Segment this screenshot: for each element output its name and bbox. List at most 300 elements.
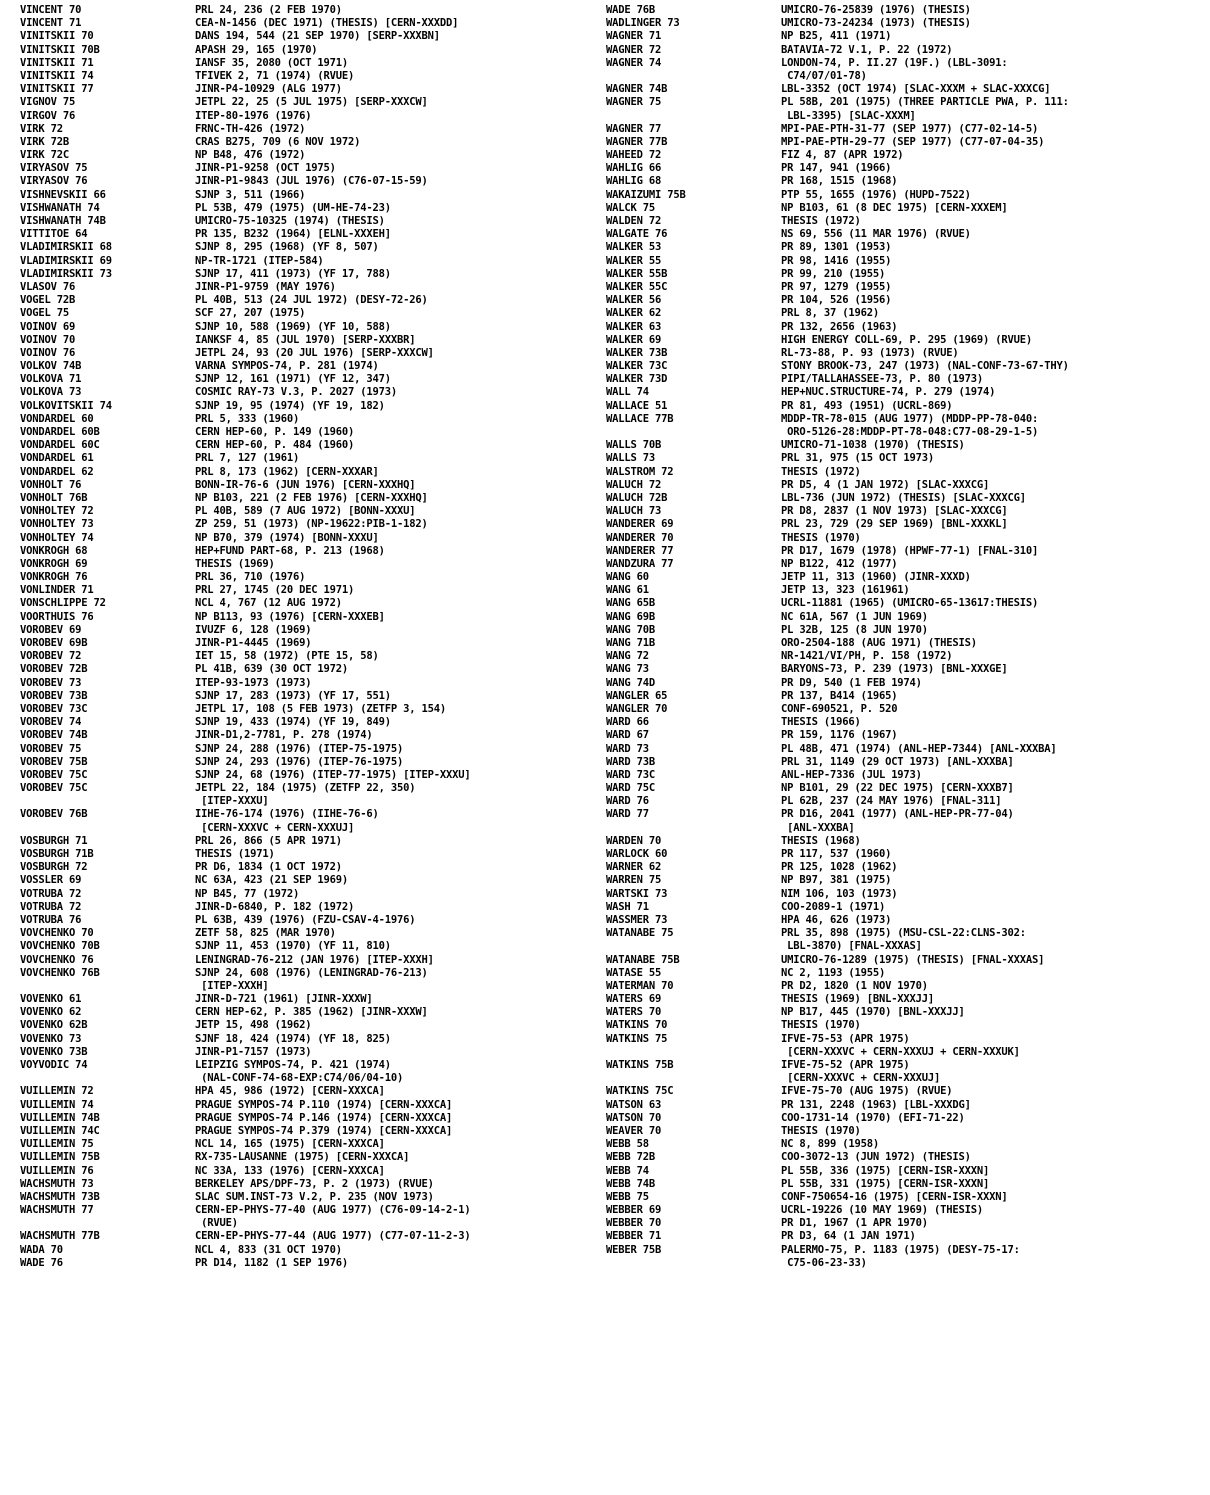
reference-citation: LONDON-74, P. II.27 (19F.) (LBL-3091: <box>781 56 1008 69</box>
reference-citation: CERN HEP-60, P. 484 (1960) <box>195 439 355 452</box>
reference-key: WEBB 74 <box>606 1164 649 1177</box>
reference-citation: IFVE-75-52 (APR 1975) <box>781 1059 910 1071</box>
reference-entry <box>20 492 596 505</box>
reference-entry <box>20 57 596 70</box>
reference-entry <box>20 1085 596 1098</box>
reference-citation: IET 15, 58 (1972) (PTE 15, 58) <box>195 650 379 663</box>
reference-entry <box>20 360 596 373</box>
reference-entry <box>606 321 1206 334</box>
reference-citation: SJNP 24, 293 (1976) (ITEP-76-1975) <box>195 755 404 768</box>
reference-key: VLADIMIRSKII 69 <box>20 254 112 267</box>
reference-key <box>20 1217 195 1230</box>
reference-citation: FIZ 4, 87 (APR 1972) <box>781 149 904 162</box>
reference-citation: [CERN-XXXVC + CERN-XXXUJ] <box>781 1072 941 1085</box>
reference-key: WAKAIZUMI 75B <box>606 188 686 201</box>
reference-entry <box>20 136 596 149</box>
reference-key: WANGLER 70 <box>606 702 668 715</box>
reference-citation: PR 137, B414 (1965) <box>781 689 898 702</box>
reference-entry <box>20 677 596 690</box>
reference-citation: UMICRO-73-24234 (1973) (THESIS) <box>781 17 971 30</box>
reference-citation: PRL 23, 729 (29 SEP 1969) [BNL-XXXKL] <box>781 518 1008 531</box>
reference-key <box>606 940 781 953</box>
reference-entry <box>20 110 596 123</box>
reference-key: VINCENT 70 <box>20 4 82 16</box>
reference-entry <box>20 716 596 729</box>
reference-citation: MPI-PAE-PTH-29-77 (SEP 1977) (C77-07-04-35) <box>781 135 1045 148</box>
reference-key <box>606 1046 781 1059</box>
reference-entry <box>606 1257 1206 1270</box>
reference-citation: JETPL 24, 93 (20 JUL 1976) [SERP-XXXCW] <box>195 346 434 359</box>
reference-citation: (RVUE) <box>195 1217 238 1230</box>
reference-citation: NP B70, 379 (1974) [BONN-XXXU] <box>195 531 379 544</box>
reference-entry <box>20 518 596 531</box>
reference-citation: IANKSF 4, 85 (JUL 1970) [SERP-XXXBR] <box>195 333 416 346</box>
reference-entry <box>606 1099 1206 1112</box>
reference-citation: PL 40B, 513 (24 JUL 1972) (DESY-72-26) <box>195 294 428 307</box>
reference-entry <box>20 1165 596 1178</box>
reference-key: WARD 76 <box>606 795 649 808</box>
reference-entry <box>606 637 1206 650</box>
reference-entry <box>606 44 1206 57</box>
reference-citation: ITEP-80-1976 (1976) <box>195 109 312 122</box>
reference-entry <box>606 1033 1206 1046</box>
reference-entry <box>20 558 596 571</box>
reference-citation: PL 40B, 589 (7 AUG 1972) [BONN-XXXU] <box>195 505 416 518</box>
reference-entry <box>606 30 1206 43</box>
reference-citation: PRL 8, 37 (1962) <box>781 307 879 320</box>
reference-key: WANG 70B <box>606 623 655 636</box>
reference-entry <box>20 44 596 57</box>
reference-entry <box>20 17 596 30</box>
reference-key: VIRK 72 <box>20 122 63 135</box>
reference-key: VOROBEV 75 <box>20 742 82 755</box>
reference-citation: JETP 13, 323 (161961) <box>781 584 910 597</box>
reference-citation: THESIS (1972) <box>781 465 861 478</box>
reference-key: WAHLIG 66 <box>606 162 662 175</box>
reference-key: VOVCHENKO 70B <box>20 940 100 953</box>
reference-key: WANG 71B <box>606 637 655 649</box>
reference-key: VIRK 72C <box>20 149 69 162</box>
reference-key: WANDZURA 77 <box>606 557 674 570</box>
reference-citation: NR-1421/VI/PH, P. 158 (1972) <box>781 650 953 663</box>
reference-citation: NP B101, 29 (22 DEC 1975) [CERN-XXXB7] <box>781 782 1014 795</box>
reference-entry <box>20 624 596 637</box>
reference-citation: LEIPZIG SYMPOS-74, P. 421 (1974) <box>195 1059 391 1071</box>
reference-citation: NP B48, 476 (1972) <box>195 149 306 162</box>
reference-key: VONDARDEL 60C <box>20 439 100 452</box>
reference-key: WEBBER 71 <box>606 1230 662 1243</box>
reference-entry <box>20 927 596 940</box>
reference-entry <box>20 413 596 426</box>
reference-key: WAGNER 71 <box>606 30 662 43</box>
reference-citation: IANSF 35, 2080 (OCT 1971) <box>195 56 349 69</box>
reference-citation: IFVE-75-53 (APR 1975) <box>781 1032 910 1045</box>
reference-citation: PL 55B, 331 (1975) [CERN-ISR-XXXN] <box>781 1177 990 1190</box>
reference-entry <box>20 967 596 980</box>
reference-citation: PR 98, 1416 (1955) <box>781 254 892 267</box>
reference-key: WANDERER 69 <box>606 518 674 531</box>
reference-key: VOGEL 72B <box>20 294 76 307</box>
reference-key: WARD 75C <box>606 782 655 795</box>
reference-key: VOROBEV 74B <box>20 729 88 742</box>
reference-entry <box>20 1125 596 1138</box>
reference-citation: THESIS (1970) <box>781 1019 861 1032</box>
reference-entry <box>606 822 1206 835</box>
reference-key: WANDERER 70 <box>606 531 674 544</box>
reference-key: VONHOLTEY 73 <box>20 518 94 531</box>
reference-entry <box>606 584 1206 597</box>
reference-key: VIRYASOV 75 <box>20 162 88 175</box>
reference-key: WATANABE 75 <box>606 927 674 940</box>
reference-citation: [CERN-XXXVC + CERN-XXXUJ] <box>195 821 355 834</box>
reference-key <box>606 1257 781 1270</box>
reference-citation: HPA 46, 626 (1973) <box>781 913 892 926</box>
reference-key: VOSSLER 69 <box>20 874 82 887</box>
reference-citation: PRL 31, 1149 (29 OCT 1973) [ANL-XXXBA] <box>781 755 1014 768</box>
reference-key: WADE 76B <box>606 4 655 16</box>
reference-entry <box>606 241 1206 254</box>
reference-key <box>20 980 195 993</box>
reference-key: VUILLEMIN 74C <box>20 1124 100 1137</box>
reference-entry <box>20 1151 596 1164</box>
reference-entry <box>606 4 1206 17</box>
reference-citation: NCL 14, 165 (1975) [CERN-XXXCA] <box>195 1138 385 1151</box>
reference-citation: PRL 27, 1745 (20 DEC 1971) <box>195 584 355 597</box>
reference-citation: (NAL-CONF-74-68-EXP:C74/06/04-10) <box>195 1072 404 1085</box>
reference-citation: DANS 194, 544 (21 SEP 1970) [SERP-XXXBN] <box>195 30 440 43</box>
reference-key: WAGNER 74 <box>606 56 662 69</box>
reference-entry <box>20 70 596 83</box>
reference-key: VOINOV 70 <box>20 333 76 346</box>
reference-key: WANGLER 65 <box>606 689 668 702</box>
reference-entry <box>20 439 596 452</box>
reference-key: VINITSKII 74 <box>20 69 94 82</box>
reference-citation: SJNP 12, 161 (1971) (YF 12, 347) <box>195 373 391 386</box>
reference-citation: COO-2089-1 (1971) <box>781 900 886 913</box>
reference-citation: NP B122, 412 (1977) <box>781 557 898 570</box>
reference-entry <box>20 466 596 479</box>
reference-entry <box>20 96 596 109</box>
reference-citation: STONY BROOK-73, 247 (1973) (NAL-CONF-73-67-THY) <box>781 360 1069 373</box>
reference-key: WAGNER 74B <box>606 83 668 96</box>
reference-key: VLADIMIRSKII 73 <box>20 267 112 280</box>
reference-entry <box>606 413 1206 426</box>
reference-citation: IVUZF 6, 128 (1969) <box>195 623 312 636</box>
reference-entry <box>606 716 1206 729</box>
reference-key: VOINOV 76 <box>20 346 76 359</box>
reference-citation: PR 104, 526 (1956) <box>781 294 892 307</box>
reference-key: WALKER 73C <box>606 360 668 373</box>
reference-entry <box>20 400 596 413</box>
reference-entry <box>606 57 1206 70</box>
reference-key: VOVCHENKO 76B <box>20 966 100 979</box>
reference-citation: SJNP 19, 433 (1974) (YF 19, 849) <box>195 716 391 729</box>
reference-entry <box>20 571 596 584</box>
reference-citation: THESIS (1968) <box>781 834 861 847</box>
reference-entry <box>606 1112 1206 1125</box>
reference-citation: C75-06-23-33) <box>781 1256 867 1269</box>
reference-citation: JETPL 22, 25 (5 JUL 1975) [SERP-XXXCW] <box>195 96 428 109</box>
reference-entry <box>20 123 596 136</box>
reference-key: VONKROGH 76 <box>20 571 88 584</box>
reference-entry <box>606 1217 1206 1230</box>
reference-citation: PRAGUE SYMPOS-74 P.379 (1974) [CERN-XXXCA] <box>195 1124 453 1137</box>
reference-key: WANG 69B <box>606 610 655 623</box>
reference-citation: PRL 31, 975 (15 OCT 1973) <box>781 452 935 465</box>
reference-entry <box>606 1204 1206 1217</box>
reference-citation: ANL-HEP-7336 (JUL 1973) <box>781 768 922 781</box>
reference-citation: SJNF 18, 424 (1974) (YF 18, 825) <box>195 1032 391 1045</box>
reference-entry <box>606 835 1206 848</box>
reference-citation: CRAS B275, 709 (6 NOV 1972) <box>195 135 361 148</box>
reference-citation: BONN-IR-76-6 (JUN 1976) [CERN-XXXHQ] <box>195 478 416 491</box>
reference-key: VOSBURGH 71B <box>20 848 94 860</box>
reference-entry <box>606 558 1206 571</box>
reference-entry <box>606 1230 1206 1243</box>
reference-key: WATKINS 75C <box>606 1085 674 1098</box>
reference-entry <box>606 624 1206 637</box>
reference-entry <box>20 268 596 281</box>
reference-citation: PRAGUE SYMPOS-74 P.146 (1974) [CERN-XXXCA] <box>195 1111 453 1124</box>
reference-key: WARDEN 70 <box>606 834 662 847</box>
reference-entry <box>606 993 1206 1006</box>
reference-key: VOTRUBA 72 <box>20 887 82 900</box>
reference-entry <box>20 663 596 676</box>
reference-entry <box>20 228 596 241</box>
reference-key: VIRYASOV 76 <box>20 175 88 188</box>
reference-key: WALKER 55C <box>606 280 668 293</box>
reference-key: WEBER 75B <box>606 1243 662 1256</box>
reference-entry <box>20 914 596 927</box>
reference-key: VOLKOVA 73 <box>20 386 82 399</box>
reference-citation: PR 117, 537 (1960) <box>781 848 892 860</box>
reference-citation: UCRL-11881 (1965) (UMICRO-65-13617:THESIS) <box>781 597 1039 610</box>
reference-key: VINITSKII 70 <box>20 30 94 43</box>
reference-citation: UMICRO-76-1289 (1975) (THESIS) [FNAL-XXXAS] <box>781 953 1045 966</box>
reference-entry <box>20 307 596 320</box>
reference-entry <box>20 281 596 294</box>
reference-key: VUILLEMIN 75 <box>20 1138 94 1151</box>
reference-entry <box>20 822 596 835</box>
reference-key: VOROBEV 75B <box>20 755 88 768</box>
reference-key: VIGNOV 75 <box>20 96 76 109</box>
reference-entry <box>606 597 1206 610</box>
reference-entry <box>606 83 1206 96</box>
reference-entry <box>20 1230 596 1243</box>
reference-entry <box>606 1072 1206 1085</box>
reference-citation: IFVE-75-70 (AUG 1975) (RVUE) <box>781 1085 953 1098</box>
reference-citation: HEP+FUND PART-68, P. 213 (1968) <box>195 544 385 557</box>
reference-key: VUILLEMIN 76 <box>20 1164 94 1177</box>
reference-entry <box>606 175 1206 188</box>
reference-citation: SJNP 17, 283 (1973) (YF 17, 551) <box>195 689 391 702</box>
reference-citation: PL 63B, 439 (1976) (FZU-CSAV-4-1976) <box>195 913 416 926</box>
reference-citation: PR 132, 2656 (1963) <box>781 320 898 333</box>
reference-key: VOLKOVITSKII 74 <box>20 399 112 412</box>
reference-citation: RX-735-LAUSANNE (1975) [CERN-XXXCA] <box>195 1151 410 1164</box>
reference-key: WEBB 74B <box>606 1177 655 1190</box>
reference-key: WALKER 63 <box>606 320 662 333</box>
reference-key: WALLS 73 <box>606 452 655 465</box>
reference-entry <box>606 1178 1206 1191</box>
reference-key: VOSBURGH 72 <box>20 861 88 874</box>
reference-key: WALSTROM 72 <box>606 465 674 478</box>
reference-key: VOVENKO 73 <box>20 1032 82 1045</box>
reference-key: WARNER 62 <box>606 861 662 874</box>
reference-entry <box>606 980 1206 993</box>
reference-citation: PR D5, 4 (1 JAN 1972) [SLAC-XXXCG] <box>781 478 990 491</box>
reference-citation: NP-TR-1721 (ITEP-584) <box>195 254 324 267</box>
reference-citation: PRL 8, 173 (1962) [CERN-XXXAR] <box>195 465 379 478</box>
reference-citation: CEA-N-1456 (DEC 1971) (THESIS) [CERN-XXXDD] <box>195 17 459 30</box>
reference-key: VONLINDER 71 <box>20 584 94 597</box>
reference-citation: NC 8, 899 (1958) <box>781 1138 879 1151</box>
reference-citation: PR 147, 941 (1966) <box>781 162 892 175</box>
reference-entry <box>20 505 596 518</box>
reference-key: WAGNER 72 <box>606 43 662 56</box>
reference-key: VOROBEV 69B <box>20 637 88 649</box>
reference-entry <box>20 255 596 268</box>
reference-entry <box>20 294 596 307</box>
reference-citation: NCL 4, 833 (31 OCT 1970) <box>195 1243 342 1256</box>
reference-key: WARD 77 <box>606 808 649 821</box>
reference-key: WATKINS 70 <box>606 1019 668 1032</box>
reference-entry <box>20 189 596 202</box>
reference-entry <box>606 479 1206 492</box>
reference-key <box>20 1072 195 1085</box>
reference-citation: ZETF 58, 825 (MAR 1970) <box>195 927 336 940</box>
reference-entry <box>606 729 1206 742</box>
reference-key: WASSMER 73 <box>606 913 668 926</box>
reference-entry <box>20 545 596 558</box>
reference-citation: SJNP 24, 608 (1976) (LENINGRAD-76-213) <box>195 966 428 979</box>
reference-entry <box>20 1112 596 1125</box>
reference-key: VONDARDEL 60B <box>20 426 100 438</box>
reference-entry <box>606 1138 1206 1151</box>
reference-entry <box>606 307 1206 320</box>
reference-entry <box>20 637 596 650</box>
reference-key: VOVENKO 62B <box>20 1019 88 1032</box>
reference-citation: PR 97, 1279 (1955) <box>781 280 892 293</box>
reference-entry <box>20 1191 596 1204</box>
reference-key: WANDERER 77 <box>606 544 674 557</box>
reference-entry <box>606 888 1206 901</box>
reference-entry <box>20 980 596 993</box>
reference-key: WANG 60 <box>606 571 649 584</box>
reference-key: WADLINGER 73 <box>606 17 680 30</box>
reference-entry <box>20 479 596 492</box>
reference-entry <box>606 1191 1206 1204</box>
reference-entry <box>606 743 1206 756</box>
reference-key: WARD 66 <box>606 716 649 729</box>
reference-entry <box>606 492 1206 505</box>
reference-key: WACHSMUTH 73 <box>20 1177 94 1190</box>
reference-key: WEBB 72B <box>606 1151 655 1164</box>
reference-citation: [ANL-XXXBA] <box>781 821 855 834</box>
reference-entry <box>606 70 1206 83</box>
reference-key: VONHOLTEY 72 <box>20 505 94 518</box>
reference-citation: NIM 106, 103 (1973) <box>781 887 898 900</box>
reference-key: VOROBEV 76B <box>20 808 88 821</box>
reference-citation: UCRL-19226 (10 MAY 1969) (THESIS) <box>781 1204 984 1217</box>
reference-entry <box>606 426 1206 439</box>
reference-entry <box>20 1204 596 1217</box>
reference-entry <box>606 874 1206 887</box>
reference-key: WALKER 69 <box>606 333 662 346</box>
reference-citation: PIPI/TALLAHASSEE-73, P. 80 (1973) <box>781 373 984 386</box>
reference-key: WALKER 55B <box>606 267 668 280</box>
reference-entry <box>20 1019 596 1032</box>
reference-citation: JINR-P1-9759 (MAY 1976) <box>195 280 336 293</box>
reference-key: WANG 74D <box>606 676 655 689</box>
reference-key: WALLACE 51 <box>606 399 668 412</box>
reference-key: WASH 71 <box>606 900 649 913</box>
reference-entry <box>606 940 1206 953</box>
reference-citation: PR 89, 1301 (1953) <box>781 241 892 254</box>
reference-key: VLADIMIRSKII 68 <box>20 241 112 254</box>
reference-key: WATERS 69 <box>606 993 662 1006</box>
reference-citation: PR 81, 493 (1951) (UCRL-869) <box>781 399 953 412</box>
reference-key: WATERMAN 70 <box>606 979 674 992</box>
reference-key: VUILLEMIN 72 <box>20 1085 94 1098</box>
reference-citation: PRAGUE SYMPOS-74 P.110 (1974) [CERN-XXXCA] <box>195 1098 453 1111</box>
reference-key: VOROBEV 73 <box>20 676 82 689</box>
reference-key: VONKROGH 68 <box>20 544 88 557</box>
reference-entry <box>606 373 1206 386</box>
reference-citation: HEP+NUC.STRUCTURE-74, P. 279 (1974) <box>781 386 996 399</box>
reference-key: VUILLEMIN 74B <box>20 1111 100 1124</box>
reference-citation: NC 33A, 133 (1976) [CERN-XXXCA] <box>195 1164 385 1177</box>
reference-key: VONHOLTEY 74 <box>20 531 94 544</box>
reference-citation: JETP 15, 498 (1962) <box>195 1019 312 1032</box>
reference-entry <box>20 650 596 663</box>
reference-entry <box>606 1046 1206 1059</box>
reference-key: VINITSKII 70B <box>20 43 100 56</box>
reference-key: WARTSKI 73 <box>606 887 668 900</box>
reference-key: WATANABE 75B <box>606 953 680 966</box>
reference-entry <box>20 940 596 953</box>
reference-entry <box>20 993 596 1006</box>
reference-entry <box>606 756 1206 769</box>
reference-citation: PR 168, 1515 (1968) <box>781 175 898 188</box>
reference-key: VOVCHENKO 76 <box>20 953 94 966</box>
reference-citation: THESIS (1970) <box>781 531 861 544</box>
reference-key: VONHOLT 76B <box>20 491 88 504</box>
reference-citation: PR D1, 1967 (1 APR 1970) <box>781 1217 928 1230</box>
reference-entry <box>20 241 596 254</box>
reference-key: VITTITOE 64 <box>20 228 88 241</box>
reference-key: WATKINS 75 <box>606 1032 668 1045</box>
reference-key: WADE 76 <box>20 1256 63 1269</box>
reference-citation: THESIS (1966) <box>781 716 861 729</box>
reference-citation: PR 135, B232 (1964) [ELNL-XXXEH] <box>195 228 391 241</box>
reference-entry <box>20 1138 596 1151</box>
reference-entry <box>20 1244 596 1257</box>
reference-entry <box>20 1059 596 1072</box>
reference-entry <box>606 136 1206 149</box>
reference-entry <box>20 954 596 967</box>
reference-entry <box>606 861 1206 874</box>
reference-citation: PTP 55, 1655 (1976) (HUPD-7522) <box>781 188 971 201</box>
reference-citation: THESIS (1969) <box>195 557 275 570</box>
reference-citation: PL 41B, 639 (30 OCT 1972) <box>195 663 349 676</box>
reference-citation: JINR-D-721 (1961) [JINR-XXXW] <box>195 993 373 1006</box>
reference-entry <box>606 294 1206 307</box>
reference-entry <box>20 1257 596 1270</box>
reference-entry <box>20 202 596 215</box>
reference-citation: SJNP 3, 511 (1966) <box>195 188 306 201</box>
reference-key: VOROBEV 74 <box>20 716 82 729</box>
